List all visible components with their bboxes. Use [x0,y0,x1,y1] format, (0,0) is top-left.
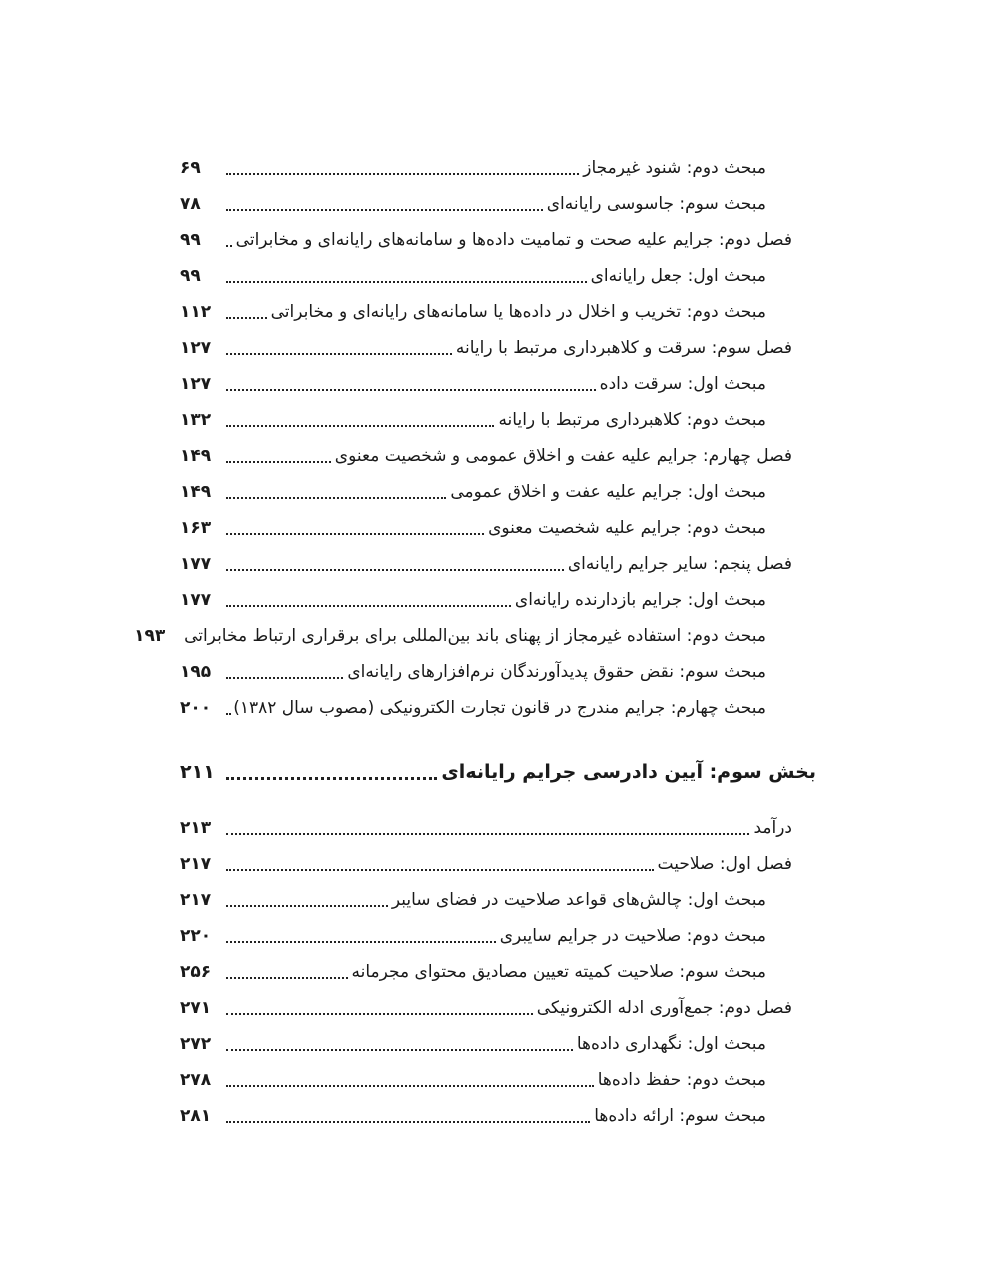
dot-leader [226,353,452,355]
toc-entry-title: مبحث سوم: ارائه داده‌ها [594,1106,766,1126]
toc-entry-page: ۲۲۰ [180,926,212,946]
dot-leader [226,173,579,175]
toc-entry [180,150,766,186]
toc-entry [180,846,792,882]
dot-leader [226,777,437,780]
toc-entry [180,330,792,366]
toc-entry [180,546,792,582]
dot-leader [226,713,229,715]
toc-entry-title: مبحث دوم: کلاهبرداری مرتبط با رایانه [498,410,766,430]
toc-entry-title: مبحث سوم: صلاحیت کمیته تعیین مصادیق محتوای مجرمانه [351,962,766,982]
toc-entry-title: مبحث سوم: نقض حقوق پدیدآورندگان نرم‌افزارهای رایانه‌ای [347,662,766,682]
toc-entry-title: مبحث دوم: شنود غیرمجاز [583,158,766,178]
toc-entry-title: مبحث اول: جرایم بازدارنده رایانه‌ای [514,590,766,610]
toc-entry-page: ۷۸ [180,194,201,214]
toc-entry [180,954,766,990]
toc-entry-title: فصل پنجم: سایر جرایم رایانه‌ای [567,554,792,574]
toc-entry-page: ۱۳۲ [180,410,212,430]
toc-entry [180,654,766,690]
toc-entry [180,474,766,510]
dot-leader [226,905,388,907]
toc-entry [180,582,766,618]
toc-entry [180,1026,766,1062]
dot-leader [226,1013,533,1015]
dot-leader [226,497,446,499]
dot-leader [226,833,749,835]
toc-entry-page: ۱۴۹ [180,446,212,466]
toc-entry-title: مبحث اول: جعل رایانه‌ای [590,266,766,286]
toc-entry [180,1098,766,1134]
dot-leader [226,677,343,679]
toc-entry-title: فصل چهارم: جرایم علیه عفت و اخلاق عمومی و شخصیت معنوی [334,446,792,466]
toc-entry-page: ۲۱۳ [180,818,212,838]
toc-entry [180,918,766,954]
toc-entry-title: مبحث چهارم: جرایم مندرج در قانون تجارت الکترونیکی (مصوب سال ۱۳۸۲) [233,698,766,718]
dot-leader [226,977,348,979]
toc-entry-title: مبحث دوم: استفاده غیرمجاز از پهنای باند بین‌المللی برای برقراری ارتباط مخابراتی [184,626,766,646]
toc-entry-page: ۲۷۲ [180,1034,212,1054]
toc-entry-page: ۲۵۶ [180,962,212,982]
dot-leader [226,425,494,427]
toc-entry-page: ۲۰۰ [180,698,212,718]
toc-entry-title: مبحث دوم: حفظ داده‌ها [597,1070,766,1090]
toc-entry [180,222,792,258]
toc-entry-page: ۲۸۱ [180,1106,212,1126]
dot-leader [226,209,543,211]
toc-entry-page: ۲۱۱ [180,761,215,783]
toc-entry-title: مبحث اول: نگهداری داده‌ها [576,1034,766,1054]
toc-entry-page: ۱۴۹ [180,482,212,502]
toc-entry-page: ۶۹ [180,158,201,178]
toc-entry [180,186,766,222]
toc-entry [180,438,792,474]
toc-entry [180,810,792,846]
dot-leader [226,533,484,535]
toc-entry-page: ۲۱۷ [180,854,212,874]
dot-leader [226,1121,590,1123]
toc-entry [180,990,792,1026]
toc-entry-title: فصل دوم: جرایم علیه صحت و تمامیت داده‌ها و سامانه‌های رایانه‌ای و مخابراتی [235,230,792,250]
toc-entry-page: ۲۷۸ [180,1070,212,1090]
dot-leader [226,389,596,391]
toc-entry-page: ۱۹۵ [180,662,212,682]
toc-entry-page: ۱۲۷ [180,338,212,358]
toc-entry-page: ۹۹ [180,266,201,286]
toc-entry-title: بخش سوم: آیین دادرسی جرایم رایانه‌ای [441,761,816,783]
toc-entry-page: ۱۱۲ [180,302,212,322]
toc-entry-page: ۱۷۷ [180,590,212,610]
toc-entry [180,1062,766,1098]
toc-entry-page: ۲۱۷ [180,890,212,910]
toc-entry [180,754,816,790]
dot-leader [226,281,587,283]
toc-entry-title: مبحث دوم: صلاحیت در جرایم سایبری [499,926,766,946]
dot-leader [226,869,654,871]
dot-leader [226,1085,594,1087]
dot-leader [226,317,267,319]
dot-leader [226,245,232,247]
toc-entry-title: مبحث اول: سرقت داده [599,374,766,394]
toc-entry-page: ۱۹۳ [134,626,166,646]
toc-entry-page: ۱۶۳ [180,518,212,538]
toc-entry-title: مبحث اول: جرایم علیه عفت و اخلاق عمومی [450,482,766,502]
toc-entry-title: مبحث دوم: تخریب و اخلال در داده‌ها یا سامانه‌های رایانه‌ای و مخابراتی [270,302,766,322]
toc-entry-page: ۲۷۱ [180,998,212,1018]
dot-leader [226,941,496,943]
toc-entry [180,882,766,918]
toc-entry-title: مبحث اول: چالش‌های قواعد صلاحیت در فضای سایبر [391,890,766,910]
dot-leader [226,1049,573,1051]
toc-entry-title: مبحث سوم: جاسوسی رایانه‌ای [546,194,766,214]
toc-entry [180,366,766,402]
toc-entry-title: مبحث دوم: جرایم علیه شخصیت معنوی [488,518,766,538]
dot-leader [226,461,331,463]
toc-entry-page: ۱۲۷ [180,374,212,394]
toc-entry-title: درآمد [753,818,792,838]
toc-entry [180,258,766,294]
toc-entry-page: ۹۹ [180,230,201,250]
toc-entry-title: فصل اول: صلاحیت [657,854,792,874]
toc-entry-title: فصل سوم: سرقت و کلاهبرداری مرتبط با رایانه [455,338,792,358]
dot-leader [226,569,564,571]
toc-entry [180,294,766,330]
toc-entry [180,402,766,438]
dot-leader [226,605,511,607]
toc-entry [180,510,766,546]
toc-entry [134,618,766,654]
toc-entry-page: ۱۷۷ [180,554,212,574]
toc-entry [180,690,766,726]
toc-entry-title: فصل دوم: جمع‌آوری ادله الکترونیکی [536,998,792,1018]
